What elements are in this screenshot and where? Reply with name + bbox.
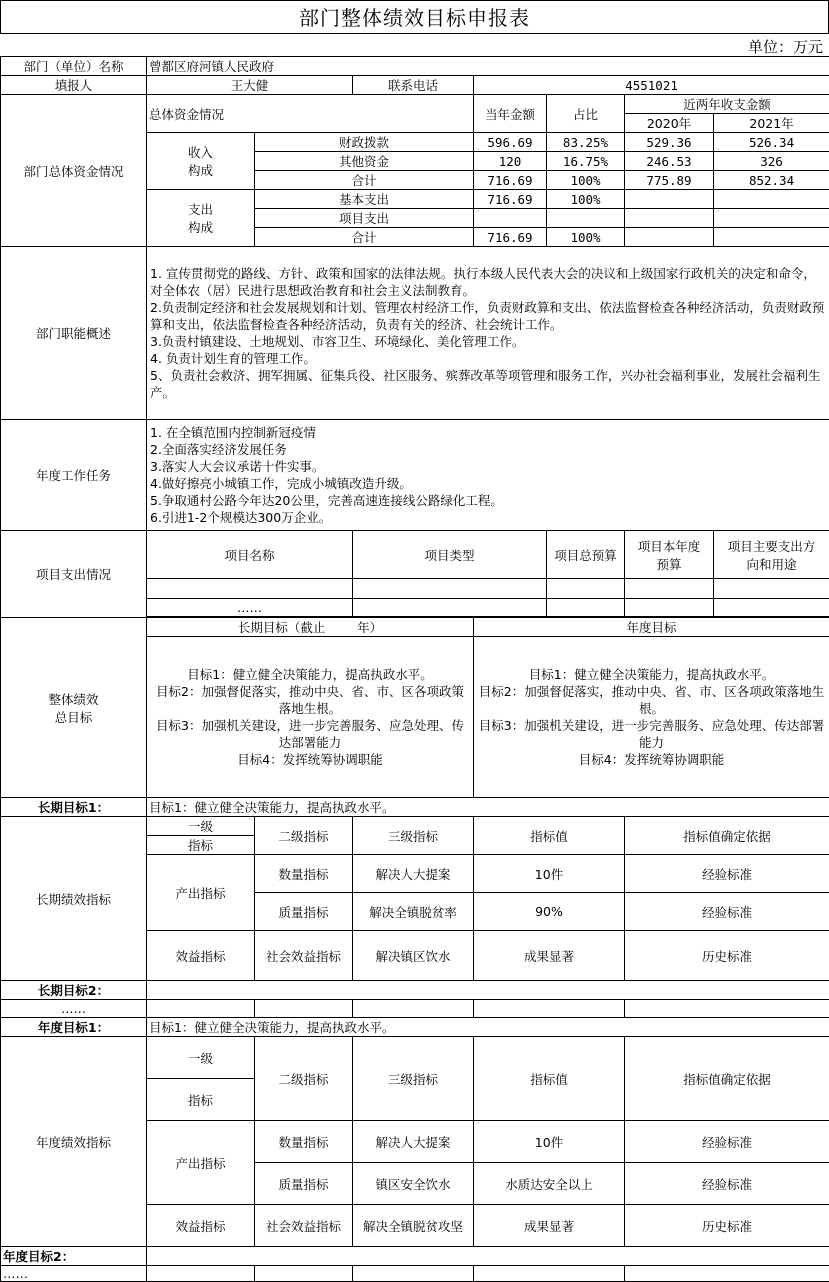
income-row-current[interactable]: 596.69: [474, 133, 547, 152]
income-row-2021[interactable]: 526.34: [714, 133, 829, 152]
blank-cell[interactable]: [147, 1000, 255, 1018]
filler-label: 填报人: [1, 76, 147, 95]
long-h-level2: 二级指标: [255, 817, 353, 855]
annual-row-l3[interactable]: 镇区安全饮水: [353, 1163, 474, 1205]
funds-col-recent: 近两年收支金额: [625, 95, 829, 114]
income-row-ratio[interactable]: 100%: [547, 171, 625, 190]
project-cell[interactable]: [547, 579, 625, 599]
funds-section-label: 部门总体资金情况: [1, 95, 147, 247]
income-row-current[interactable]: 716.69: [474, 171, 547, 190]
expense-row-2021[interactable]: [714, 190, 829, 209]
income-row-current[interactable]: 120: [474, 152, 547, 171]
annual-indicators-label: 年度绩效指标: [1, 1037, 147, 1247]
project-ellipsis: ……: [147, 599, 353, 617]
long-h-level1-b: 指标: [147, 836, 255, 855]
annual-row-value[interactable]: 成果显著: [474, 1205, 625, 1247]
long-row-l2[interactable]: 社会效益指标: [255, 931, 353, 981]
blank-cell[interactable]: [625, 1000, 829, 1018]
annual-h-basis: 指标值确定依据: [625, 1037, 829, 1121]
annual-row-basis[interactable]: 经验标准: [625, 1121, 829, 1163]
blank-cell[interactable]: [353, 1266, 474, 1282]
project-col-type: 项目类型: [353, 531, 547, 579]
annual-row-value[interactable]: 10件: [474, 1121, 625, 1163]
annual-goal-2-text[interactable]: [147, 1247, 829, 1266]
long-row-basis[interactable]: 经验标准: [625, 893, 829, 931]
expense-row-current[interactable]: 716.69: [474, 190, 547, 209]
long-row-value[interactable]: 10件: [474, 855, 625, 893]
funds-col-current: 当年金额: [474, 95, 547, 133]
project-cell[interactable]: [353, 579, 547, 599]
annual-goal-2-label: 年度目标2：: [1, 1247, 147, 1266]
income-row-name: 合计: [255, 171, 474, 190]
long-row-value[interactable]: 90%: [474, 893, 625, 931]
form-table: [0, 56, 829, 1282]
annual-output-label: 产出指标: [147, 1121, 255, 1205]
funds-total-label: 总体资金情况: [147, 95, 474, 133]
long-goal-2-ellipsis: ……: [1, 1000, 147, 1018]
projects-label: 项目支出情况: [1, 531, 147, 618]
project-cell[interactable]: [714, 579, 829, 599]
expense-label: 支出 构成: [147, 190, 255, 247]
blank-cell[interactable]: [255, 1266, 353, 1282]
project-cell[interactable]: [625, 579, 714, 599]
expense-row-ratio[interactable]: [547, 209, 625, 228]
income-row-2020[interactable]: 529.36: [625, 133, 714, 152]
expense-row-2021[interactable]: [714, 228, 829, 247]
funds-col-2021: 2021年: [714, 114, 829, 133]
annual-h-level1-b: 指标: [147, 1079, 255, 1121]
project-cell[interactable]: [625, 599, 714, 617]
annual-row-l3[interactable]: 解决人大提案: [353, 1121, 474, 1163]
project-col-budget: 项目总预算: [547, 531, 625, 579]
expense-row-current[interactable]: [474, 209, 547, 228]
long-row-l2[interactable]: 数量指标: [255, 855, 353, 893]
long-row-l3[interactable]: 解决全镇脱贫率: [353, 893, 474, 931]
blank-cell[interactable]: [474, 1266, 625, 1282]
long-goal-1-text[interactable]: 目标1：健立健全决策能力，提高执政水平。: [147, 798, 829, 817]
expense-row-ratio[interactable]: 100%: [547, 228, 625, 247]
annual-goal-1-text[interactable]: 目标1：健立健全决策能力，提高执政水平。: [147, 1018, 829, 1037]
expense-row-ratio[interactable]: 100%: [547, 190, 625, 209]
funds-col-ratio: 占比: [547, 95, 625, 133]
annual-row-value[interactable]: 水质达安全以上: [474, 1163, 625, 1205]
long-row-l3[interactable]: 解决镇区饮水: [353, 931, 474, 981]
expense-row-2020[interactable]: [625, 190, 714, 209]
blank-cell[interactable]: [625, 1266, 829, 1282]
long-effect-label: 效益指标: [147, 931, 255, 981]
project-cell[interactable]: [353, 599, 547, 617]
long-row-value[interactable]: 成果显著: [474, 931, 625, 981]
income-row-2021[interactable]: 852.34: [714, 171, 829, 190]
duties-text[interactable]: 1. 宣传贯彻党的路线、方针、政策和国家的法律法规。执行本级人民代表大会的决议和上级国家行政机关的决定和命令，对全体农（居）民进行思想政治教育和社会主义法制教育。 2.负责制定经济和社会发展规划和计划、管理农村经济工作，负责财政算和支出、依法监督检查各种经济活动，负责财政预算和支出，依法监督检查各种经济活动，负责有关的经济、社会统计工作。 3.负责村镇建设、土地规划、市容卫生、环境绿化、美化管理工作。 4. 负责计划生育的管理工作。 5、负责社会救济、拥军拥属、征集兵役、社区服务、殡葬改革等项管理和服务工作，兴办社会福利事业，发展社会福利生产。: [147, 247, 829, 420]
blank-cell[interactable]: [147, 1266, 255, 1282]
income-label: 收入 构成: [147, 133, 255, 190]
dept-label: 部门（单位）名称: [1, 57, 147, 76]
annual-row-basis[interactable]: 经验标准: [625, 1163, 829, 1205]
annual-row-l3[interactable]: 解决全镇脱贫攻坚: [353, 1205, 474, 1247]
annual-effect-label: 效益指标: [147, 1205, 255, 1247]
overall-goals-label: 整体绩效 总目标: [1, 618, 147, 798]
project-col-year-budget: 项目本年度 预算: [625, 531, 714, 579]
income-row-2020[interactable]: 775.89: [625, 171, 714, 190]
annual-row-basis[interactable]: 历史标准: [625, 1205, 829, 1247]
dept-value[interactable]: 曾都区府河镇人民政府: [147, 57, 829, 76]
blank-cell[interactable]: [474, 1000, 625, 1018]
annual-row-l2[interactable]: 社会效益指标: [255, 1205, 353, 1247]
annual-h-value: 指标值: [474, 1037, 625, 1121]
expense-row-2020[interactable]: [625, 228, 714, 247]
expense-row-name: 项目支出: [255, 209, 474, 228]
income-row-2021[interactable]: 326: [714, 152, 829, 171]
long-goal-2-text[interactable]: [147, 981, 829, 1000]
income-row-ratio[interactable]: 16.75%: [547, 152, 625, 171]
form-title: 部门整体绩效目标申报表: [0, 0, 829, 34]
project-cell[interactable]: [547, 599, 625, 617]
expense-row-name: 基本支出: [255, 190, 474, 209]
long-term-header: 长期目标（截止 年）: [147, 618, 474, 637]
project-cell[interactable]: [147, 579, 353, 599]
project-cell[interactable]: [714, 599, 829, 617]
duties-label: 部门职能概述: [1, 247, 147, 420]
long-indicators-label: 长期绩效指标: [1, 817, 147, 981]
long-row-l3[interactable]: 解决人大提案: [353, 855, 474, 893]
long-h-basis: 指标值确定依据: [625, 817, 829, 855]
long-h-level1: 一级: [147, 817, 255, 836]
expense-row-name: 合计: [255, 228, 474, 247]
annual-h-level2: 二级指标: [255, 1037, 353, 1121]
blank-cell[interactable]: [353, 1000, 474, 1018]
unit-label: 单位：万元: [747, 38, 823, 56]
long-row-basis[interactable]: 历史标准: [625, 931, 829, 981]
long-goal-1-label: 长期目标1：: [1, 798, 147, 817]
long-output-label: 产出指标: [147, 855, 255, 931]
annual-row-l2[interactable]: 质量指标: [255, 1163, 353, 1205]
project-col-usage: 项目主要支出方 向和用途: [714, 531, 829, 579]
annual-goal-2-ellipsis: ……: [1, 1266, 147, 1282]
long-row-basis[interactable]: 经验标准: [625, 855, 829, 893]
expense-row-2021[interactable]: [714, 209, 829, 228]
long-row-l2[interactable]: 质量指标: [255, 893, 353, 931]
annual-h-level3: 三级指标: [353, 1037, 474, 1121]
project-col-name: 项目名称: [147, 531, 353, 579]
long-goal-2-label: 长期目标2：: [1, 981, 147, 1000]
expense-row-2020[interactable]: [625, 209, 714, 228]
annual-tasks-text[interactable]: 1. 在全镇范围内控制新冠疫情 2.全面落实经济发展任务 3.落实人大会议承诺十件实事。 4.做好擦亮小城镇工作，完成小城镇改造升级。 5.争取通村公路今年达20公里，完善高速连接线公路绿化工程。 6.引进1-2个规模达300万企业。: [147, 420, 829, 531]
filler-value[interactable]: 王大健: [147, 76, 353, 95]
annual-row-l2[interactable]: 数量指标: [255, 1121, 353, 1163]
expense-row-current[interactable]: 716.69: [474, 228, 547, 247]
annual-goals-text[interactable]: 目标1：健立健全决策能力，提高执政水平。 目标2：加强督促落实，推动中央、省、市、区各项政策落地生根。 目标3：加强机关建设，进一步完善服务、应急处理、传达部署能力 目标4：发挥统筹协调职能: [474, 637, 829, 798]
income-row-ratio[interactable]: 83.25%: [547, 133, 625, 152]
long-h-level3: 三级指标: [353, 817, 474, 855]
funds-col-2020: 2020年: [625, 114, 714, 133]
income-row-name: 财政拨款: [255, 133, 474, 152]
phone-value[interactable]: 4551021: [474, 76, 829, 95]
income-row-2020[interactable]: 246.53: [625, 152, 714, 171]
income-row-name: 其他资金: [255, 152, 474, 171]
phone-label: 联系电话: [353, 76, 474, 95]
annual-h-level1: 一级: [147, 1037, 255, 1079]
blank-cell[interactable]: [255, 1000, 353, 1018]
annual-goal-1-label: 年度目标1：: [1, 1018, 147, 1037]
long-h-value: 指标值: [474, 817, 625, 855]
annual-goal-header: 年度目标: [474, 618, 829, 637]
long-term-goals-text[interactable]: 目标1：健立健全决策能力，提高执政水平。 目标2：加强督促落实，推动中央、省、市、区各项政策落地生根。 目标3：加强机关建设，进一步完善服务、应急处理、传达部署能力 目标4：发挥统筹协调职能: [147, 637, 474, 798]
annual-tasks-label: 年度工作任务: [1, 420, 147, 531]
